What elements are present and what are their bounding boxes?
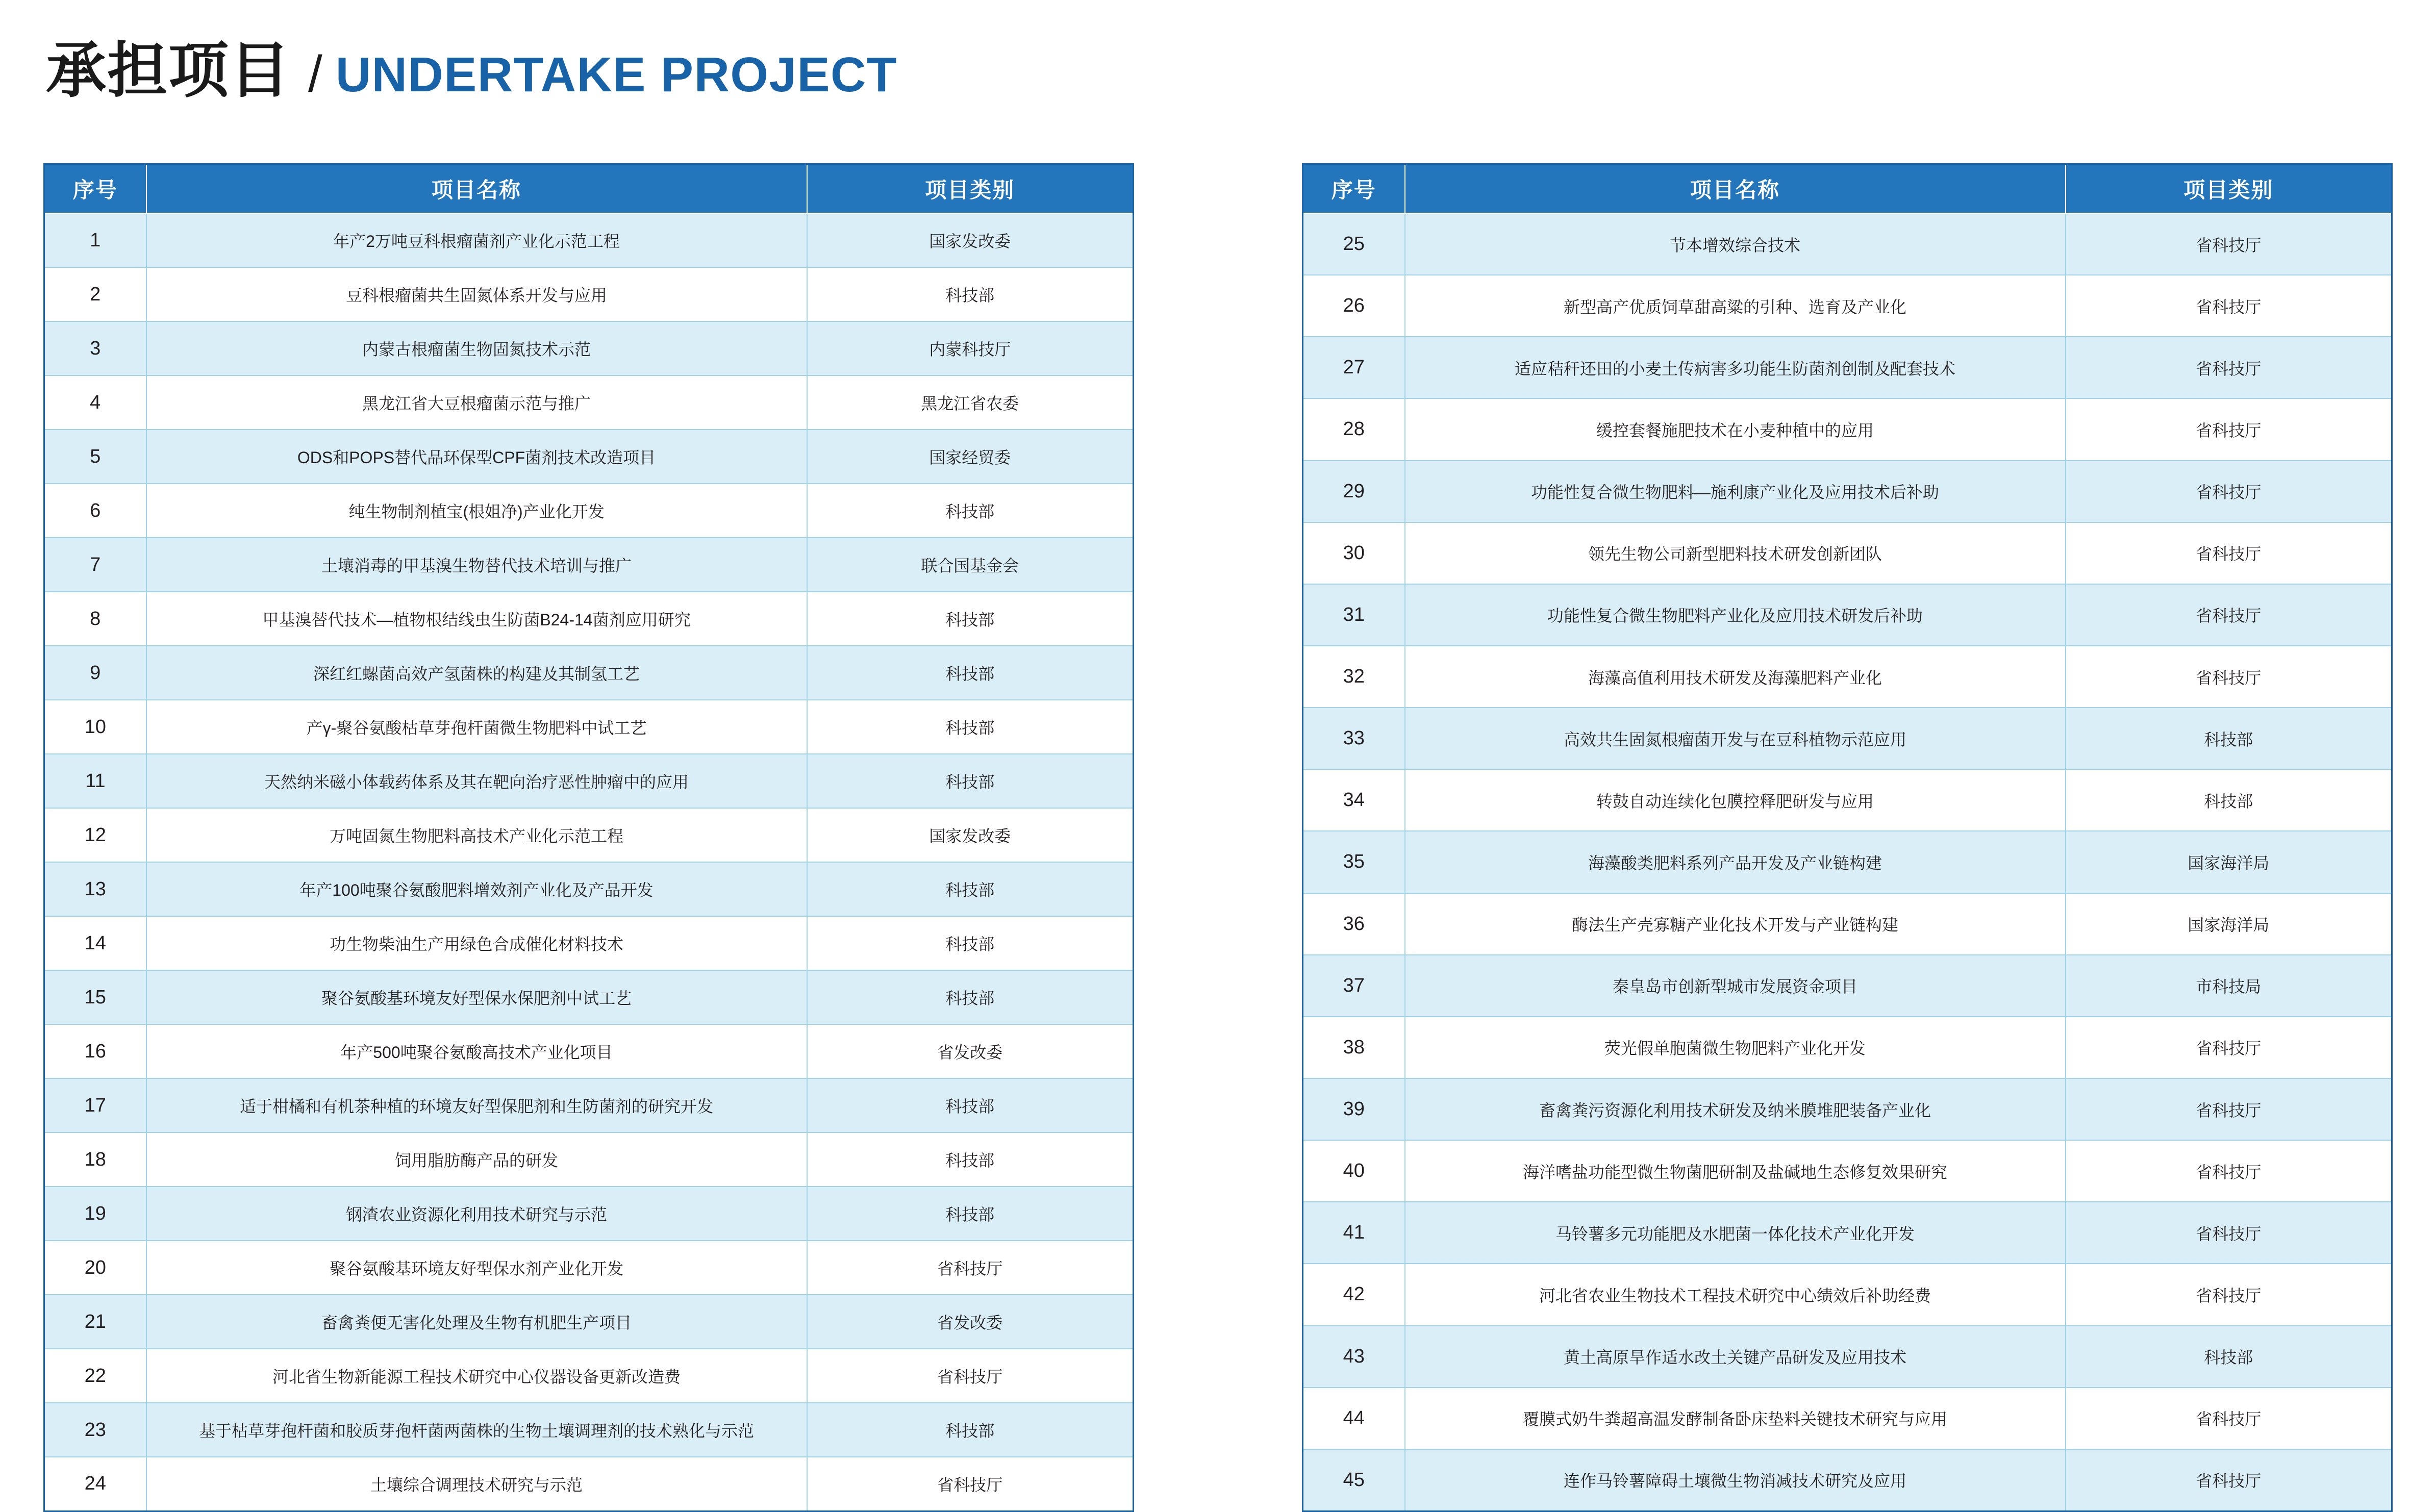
cell-project-name: 秦皇岛市创新型城市发展资金项目 xyxy=(1405,955,2066,1017)
table-row xyxy=(1303,461,2392,522)
cell-index: 4 xyxy=(44,375,146,430)
cell-project-category: 科技部 xyxy=(807,1132,1134,1187)
cell-project-category: 科技部 xyxy=(807,754,1134,808)
cell-project-category: 国家海洋局 xyxy=(2066,893,2392,955)
cell-project-category: 省科技厅 xyxy=(2066,1078,2392,1140)
cell-project-category: 省科技厅 xyxy=(2066,1017,2392,1078)
table-row xyxy=(1303,213,2392,275)
cell-project-name: 年产100吨聚谷氨酸肥料增效剂产业化及产品开发 xyxy=(146,862,807,916)
cell-index: 21 xyxy=(44,1295,146,1349)
cell-project-name: 高效共生固氮根瘤菌开发与在豆科植物示范应用 xyxy=(1405,708,2066,769)
cell-project-category: 国家经贸委 xyxy=(807,430,1134,484)
table-row xyxy=(44,1132,1134,1187)
table-row xyxy=(44,646,1134,700)
cell-project-category: 国家发改委 xyxy=(807,213,1134,267)
cell-project-category: 黑龙江省农委 xyxy=(807,375,1134,430)
cell-project-name: 饲用脂肪酶产品的研发 xyxy=(146,1132,807,1187)
table-row xyxy=(1303,646,2392,708)
cell-project-name: 黑龙江省大豆根瘤菌示范与推广 xyxy=(146,375,807,430)
table-row xyxy=(1303,708,2392,769)
table-row xyxy=(1303,831,2392,893)
table-row xyxy=(1303,1449,2392,1511)
cell-index: 6 xyxy=(44,484,146,538)
cell-project-category: 科技部 xyxy=(807,1078,1134,1132)
cell-project-category: 科技部 xyxy=(807,484,1134,538)
table-row xyxy=(1303,769,2392,831)
table-row xyxy=(44,1457,1134,1511)
cell-index: 2 xyxy=(44,267,146,321)
cell-index: 7 xyxy=(44,538,146,592)
cell-project-category: 省科技厅 xyxy=(2066,461,2392,522)
cell-project-category: 科技部 xyxy=(807,700,1134,754)
table-row xyxy=(44,1241,1134,1295)
cell-project-name: 深红红螺菌高效产氢菌株的构建及其制氢工艺 xyxy=(146,646,807,700)
cell-index: 28 xyxy=(1303,398,1405,460)
cell-project-category: 市科技局 xyxy=(2066,955,2392,1017)
cell-project-category: 科技部 xyxy=(807,970,1134,1024)
page-title-cn: 承担项目 xyxy=(46,37,291,105)
cell-project-category: 科技部 xyxy=(807,916,1134,970)
table-row xyxy=(1303,522,2392,584)
cell-project-category: 省科技厅 xyxy=(807,1457,1134,1511)
table-row xyxy=(1303,1017,2392,1078)
cell-index: 27 xyxy=(1303,337,1405,398)
cell-project-name: 天然纳米磁小体载药体系及其在靶向治疗恶性肿瘤中的应用 xyxy=(146,754,807,808)
cell-project-name: 连作马铃薯障碍土壤微生物消减技术研究及应用 xyxy=(1405,1449,2066,1511)
cell-project-category: 国家发改委 xyxy=(807,808,1134,862)
cell-project-category: 省科技厅 xyxy=(2066,1388,2392,1449)
cell-project-name: 聚谷氨酸基环境友好型保水保肥剂中试工艺 xyxy=(146,970,807,1024)
cell-project-name: 海藻酸类肥料系列产品开发及产业链构建 xyxy=(1405,831,2066,893)
cell-project-category: 省科技厅 xyxy=(2066,213,2392,275)
cell-index: 33 xyxy=(1303,708,1405,769)
cell-project-name: 功能性复合微生物肥料产业化及应用技术研发后补助 xyxy=(1405,584,2066,646)
cell-index: 16 xyxy=(44,1024,146,1078)
cell-project-name: 功生物柴油生产用绿色合成催化材料技术 xyxy=(146,916,807,970)
table-row xyxy=(1303,1388,2392,1449)
cell-index: 45 xyxy=(1303,1449,1405,1511)
cell-project-category: 省科技厅 xyxy=(2066,1449,2392,1511)
cell-index: 37 xyxy=(1303,955,1405,1017)
table-row xyxy=(1303,275,2392,337)
projects-table-left-body xyxy=(44,213,1134,1511)
cell-project-category: 国家海洋局 xyxy=(2066,831,2392,893)
cell-project-name: 缓控套餐施肥技术在小麦种植中的应用 xyxy=(1405,398,2066,460)
table-row xyxy=(1303,1078,2392,1140)
cell-index: 34 xyxy=(1303,769,1405,831)
table-row xyxy=(1303,337,2392,398)
cell-project-name: 功能性复合微生物肥料—施利康产业化及应用技术后补助 xyxy=(1405,461,2066,522)
cell-index: 22 xyxy=(44,1349,146,1403)
cell-project-category: 科技部 xyxy=(807,862,1134,916)
table-header-row xyxy=(44,164,1134,214)
cell-project-name: 领先生物公司新型肥料技术研发创新团队 xyxy=(1405,522,2066,584)
cell-index: 23 xyxy=(44,1403,146,1457)
cell-project-category: 省科技厅 xyxy=(2066,337,2392,398)
table-row xyxy=(44,1295,1134,1349)
cell-project-category: 省科技厅 xyxy=(2066,646,2392,708)
cell-project-name: 土壤消毒的甲基溴生物替代技术培训与推广 xyxy=(146,538,807,592)
cell-project-name: 甲基溴替代技术—植物根结线虫生防菌B24-14菌剂应用研究 xyxy=(146,592,807,646)
cell-index: 39 xyxy=(1303,1078,1405,1140)
cell-project-category: 省科技厅 xyxy=(2066,1264,2392,1325)
tables-container xyxy=(0,163,2436,1512)
table-row xyxy=(44,1349,1134,1403)
table-row xyxy=(44,1187,1134,1241)
cell-project-name: 河北省农业生物技术工程技术研究中心绩效后补助经费 xyxy=(1405,1264,2066,1325)
cell-project-category: 科技部 xyxy=(807,267,1134,321)
title-separator: / xyxy=(308,45,322,103)
column-header-project-category: 项目类别 xyxy=(2066,164,2392,214)
table-row xyxy=(44,592,1134,646)
page-title xyxy=(46,37,897,105)
cell-project-name: 聚谷氨酸基环境友好型保水剂产业化开发 xyxy=(146,1241,807,1295)
cell-index: 17 xyxy=(44,1078,146,1132)
cell-index: 15 xyxy=(44,970,146,1024)
table-row xyxy=(44,916,1134,970)
table-row xyxy=(44,375,1134,430)
cell-project-category: 科技部 xyxy=(2066,708,2392,769)
cell-project-name: 基于枯草芽孢杆菌和胶质芽孢杆菌两菌株的生物土壤调理剂的技术熟化与示范 xyxy=(146,1403,807,1457)
cell-project-name: 畜禽粪便无害化处理及生物有机肥生产项目 xyxy=(146,1295,807,1349)
table-header-row xyxy=(1303,164,2392,214)
cell-project-name: 新型高产优质饲草甜高粱的引种、选育及产业化 xyxy=(1405,275,2066,337)
cell-project-category: 科技部 xyxy=(807,592,1134,646)
table-row xyxy=(44,213,1134,267)
cell-project-name: 转鼓自动连续化包膜控释肥研发与应用 xyxy=(1405,769,2066,831)
cell-index: 44 xyxy=(1303,1388,1405,1449)
cell-project-name: 钢渣农业资源化利用技术研究与示范 xyxy=(146,1187,807,1241)
cell-project-category: 省科技厅 xyxy=(2066,398,2392,460)
cell-index: 42 xyxy=(1303,1264,1405,1325)
cell-index: 8 xyxy=(44,592,146,646)
table-row xyxy=(44,1078,1134,1132)
cell-index: 10 xyxy=(44,700,146,754)
table-row xyxy=(44,484,1134,538)
cell-index: 31 xyxy=(1303,584,1405,646)
table-row xyxy=(1303,1202,2392,1264)
table-row xyxy=(44,1403,1134,1457)
cell-index: 20 xyxy=(44,1241,146,1295)
cell-project-name: ODS和POPS替代品环保型CPF菌剂技术改造项目 xyxy=(146,430,807,484)
cell-index: 40 xyxy=(1303,1140,1405,1202)
cell-index: 25 xyxy=(1303,213,1405,275)
column-header-index: 序号 xyxy=(1303,164,1405,214)
table-row xyxy=(1303,584,2392,646)
table-row xyxy=(1303,1326,2392,1388)
column-header-project-name: 项目名称 xyxy=(1405,164,2066,214)
cell-project-name: 节本增效综合技术 xyxy=(1405,213,2066,275)
column-header-project-name: 项目名称 xyxy=(146,164,807,214)
cell-index: 5 xyxy=(44,430,146,484)
cell-project-name: 适于柑橘和有机茶种植的环境友好型保肥剂和生防菌剂的研究开发 xyxy=(146,1078,807,1132)
cell-index: 29 xyxy=(1303,461,1405,522)
cell-project-category: 科技部 xyxy=(2066,1326,2392,1388)
cell-index: 24 xyxy=(44,1457,146,1511)
cell-project-name: 覆膜式奶牛粪超高温发酵制备卧床垫料关键技术研究与应用 xyxy=(1405,1388,2066,1449)
cell-project-name: 纯生物制剂植宝(根姐净)产业化开发 xyxy=(146,484,807,538)
table-row xyxy=(1303,398,2392,460)
table-row xyxy=(1303,1140,2392,1202)
cell-project-category: 联合国基金会 xyxy=(807,538,1134,592)
cell-project-category: 省发改委 xyxy=(807,1295,1134,1349)
cell-project-name: 年产2万吨豆科根瘤菌剂产业化示范工程 xyxy=(146,213,807,267)
projects-table-right xyxy=(1302,163,2393,1512)
table-row xyxy=(44,267,1134,321)
cell-project-name: 产γ-聚谷氨酸枯草芽孢杆菌微生物肥料中试工艺 xyxy=(146,700,807,754)
table-row xyxy=(44,970,1134,1024)
cell-project-category: 科技部 xyxy=(2066,769,2392,831)
projects-table-left xyxy=(43,163,1134,1512)
cell-project-name: 海洋嗜盐功能型微生物菌肥研制及盐碱地生态修复效果研究 xyxy=(1405,1140,2066,1202)
table-row xyxy=(44,430,1134,484)
cell-index: 35 xyxy=(1303,831,1405,893)
cell-project-name: 豆科根瘤菌共生固氮体系开发与应用 xyxy=(146,267,807,321)
table-row xyxy=(44,754,1134,808)
cell-project-name: 万吨固氮生物肥料高技术产业化示范工程 xyxy=(146,808,807,862)
cell-project-name: 酶法生产壳寡糖产业化技术开发与产业链构建 xyxy=(1405,893,2066,955)
cell-project-category: 内蒙科技厅 xyxy=(807,321,1134,375)
cell-project-name: 适应秸秆还田的小麦土传病害多功能生防菌剂创制及配套技术 xyxy=(1405,337,2066,398)
table-row xyxy=(44,862,1134,916)
cell-project-name: 黄土高原旱作适水改土关键产品研发及应用技术 xyxy=(1405,1326,2066,1388)
cell-index: 19 xyxy=(44,1187,146,1241)
cell-index: 14 xyxy=(44,916,146,970)
cell-project-category: 省科技厅 xyxy=(2066,584,2392,646)
cell-project-name: 年产500吨聚谷氨酸高技术产业化项目 xyxy=(146,1024,807,1078)
cell-index: 9 xyxy=(44,646,146,700)
cell-index: 12 xyxy=(44,808,146,862)
cell-project-name: 土壤综合调理技术研究与示范 xyxy=(146,1457,807,1511)
cell-project-category: 省科技厅 xyxy=(807,1241,1134,1295)
cell-project-category: 省科技厅 xyxy=(2066,522,2392,584)
table-row xyxy=(44,700,1134,754)
cell-project-name: 马铃薯多元功能肥及水肥菌一体化技术产业化开发 xyxy=(1405,1202,2066,1264)
cell-index: 38 xyxy=(1303,1017,1405,1078)
cell-project-name: 内蒙古根瘤菌生物固氮技术示范 xyxy=(146,321,807,375)
table-row xyxy=(1303,893,2392,955)
cell-project-category: 科技部 xyxy=(807,646,1134,700)
table-row xyxy=(44,1024,1134,1078)
table-row xyxy=(44,538,1134,592)
cell-index: 1 xyxy=(44,213,146,267)
cell-index: 13 xyxy=(44,862,146,916)
cell-project-category: 省发改委 xyxy=(807,1024,1134,1078)
cell-project-name: 河北省生物新能源工程技术研究中心仪器设备更新改造费 xyxy=(146,1349,807,1403)
table-row xyxy=(1303,955,2392,1017)
cell-index: 30 xyxy=(1303,522,1405,584)
column-header-project-category: 项目类别 xyxy=(807,164,1134,214)
cell-project-name: 畜禽粪污资源化利用技术研发及纳米膜堆肥装备产业化 xyxy=(1405,1078,2066,1140)
cell-index: 36 xyxy=(1303,893,1405,955)
cell-index: 32 xyxy=(1303,646,1405,708)
cell-index: 43 xyxy=(1303,1326,1405,1388)
table-row xyxy=(44,321,1134,375)
table-row xyxy=(44,808,1134,862)
cell-index: 18 xyxy=(44,1132,146,1187)
cell-index: 3 xyxy=(44,321,146,375)
cell-index: 26 xyxy=(1303,275,1405,337)
cell-project-name: 海藻高值利用技术研发及海藻肥料产业化 xyxy=(1405,646,2066,708)
cell-index: 41 xyxy=(1303,1202,1405,1264)
cell-project-category: 省科技厅 xyxy=(2066,1140,2392,1202)
cell-project-category: 科技部 xyxy=(807,1187,1134,1241)
cell-project-category: 省科技厅 xyxy=(807,1349,1134,1403)
cell-project-category: 科技部 xyxy=(807,1403,1134,1457)
projects-table-right-body xyxy=(1303,213,2392,1511)
page-title-en: UNDERTAKE PROJECT xyxy=(335,47,897,102)
cell-index: 11 xyxy=(44,754,146,808)
cell-project-category: 省科技厅 xyxy=(2066,1202,2392,1264)
cell-project-name: 荧光假单胞菌微生物肥料产业化开发 xyxy=(1405,1017,2066,1078)
table-row xyxy=(1303,1264,2392,1325)
cell-project-category: 省科技厅 xyxy=(2066,275,2392,337)
column-header-index: 序号 xyxy=(44,164,146,214)
